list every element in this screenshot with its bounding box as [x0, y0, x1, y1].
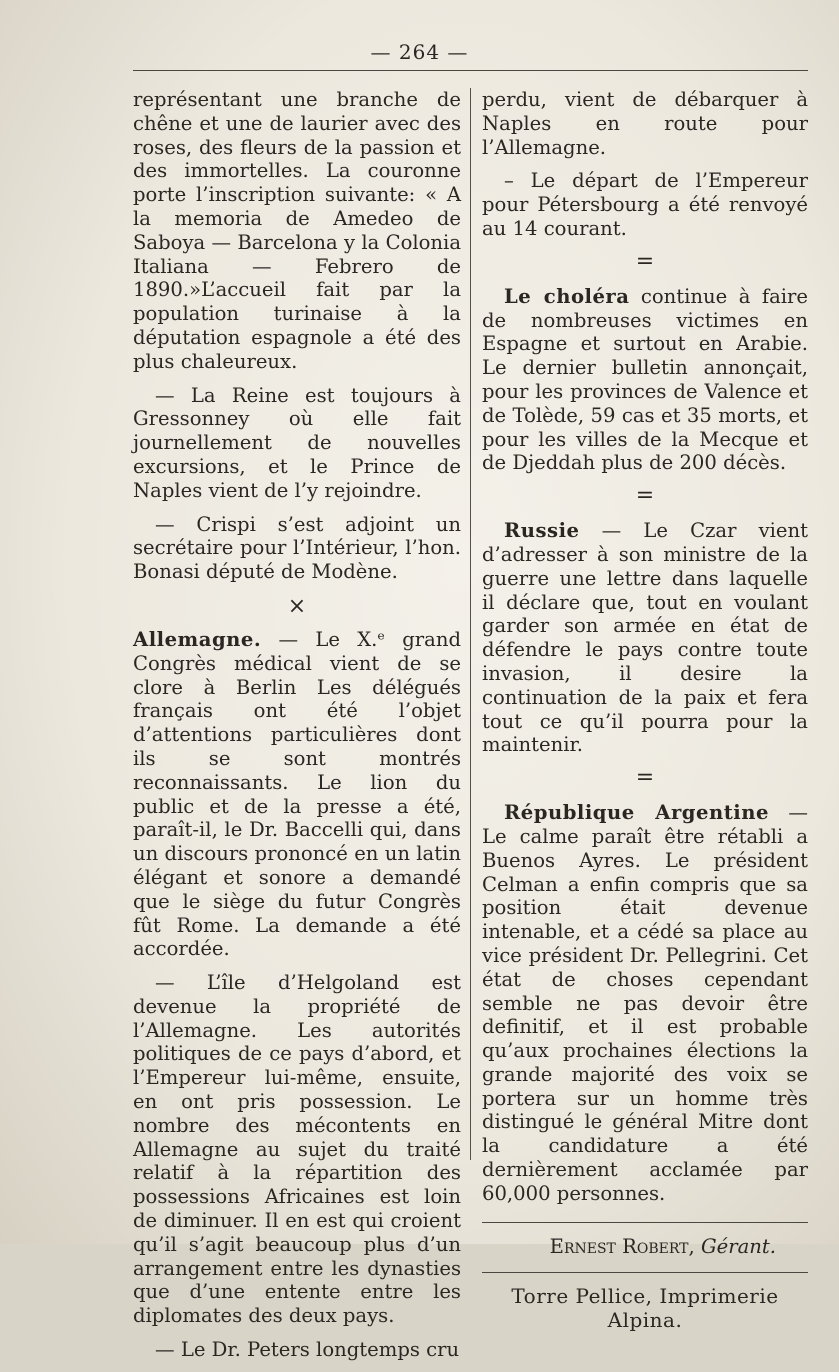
signature	[482, 1222, 808, 1259]
section-separator: ×	[287, 593, 307, 619]
argentine-article	[482, 801, 808, 1206]
imprint: Torre Pellice, Imprimerie Alpina.	[482, 1272, 808, 1333]
cholera-text: continue à faire de nombreuses victimes en Espagne et surtout en Arabie. Le dernier bulletin annonçait, pour les provinces de Valence et de Tolède, 59 cas et 35 morts, et pour les villes de la Mecque et de Djeddah plus de 200 décès.	[482, 284, 808, 475]
allemagne-heading: Allemagne.	[133, 627, 262, 651]
page-number: — 264 —	[370, 40, 469, 64]
allemagne-text: — Le X.ᵉ grand Congrès médical vient de se clore à Berlin Les délégués français ont été l’objet d’attentions particulières dont ils se sont montrés reconnaissants. Le lion du public et de la presse a été, paraît-il, le Dr. Baccelli qui, dans un discours prononcé en un latin élégant et sonore a demandé que le siège du futur Congrès fût Rome. La demande a été accordée.	[133, 627, 461, 961]
signature-role: Gérant.	[700, 1234, 776, 1258]
header-rule	[133, 70, 808, 71]
left-paragraph-1: représentant une branche de chêne et une de laurier avec des roses, des fleurs de la passion et des immortelles. La couronne porte l’inscription suivante: « A la memoria de Amedeo de Saboya — Barcelona y la Colonia Italiana — Febrero de 1890.»L’accueil fait par la population turinaise à la députation espagnole a été des plus chaleureux.	[133, 88, 461, 373]
russie-heading: Russie	[504, 519, 580, 543]
signature-name: Ernest Robert,	[549, 1234, 695, 1258]
left-paragraph-6: — Le Dr. Peters longtemps cru	[155, 1338, 460, 1362]
left-column	[133, 88, 461, 1372]
section-separator-1: =	[635, 248, 655, 274]
right-column	[482, 88, 808, 1333]
section-separator-3: =	[635, 765, 655, 791]
column-divider	[470, 88, 471, 1160]
cholera-heading: Le choléra	[504, 284, 630, 308]
russie-article	[482, 519, 808, 757]
left-paragraph-2: — La Reine est toujours à Gressonney où elle fait journellement de nouvelles excursions, et le Prince de Naples vient de l’y rejoindre.	[133, 383, 461, 502]
left-paragraph-3: — Crispi s’est adjoint un secrétaire pour l’Intérieur, l’hon. Bonasi député de Modène.	[133, 512, 461, 584]
section-separator-2: =	[635, 483, 655, 509]
argentine-heading: République Argentine	[504, 801, 769, 825]
allemagne-article	[133, 628, 461, 961]
argentine-text: — Le calme paraît être rétabli a Buenos Ayres. Le président Celman a enfin compris que sa position était devenue intenable, et a cédé sa place au vice président Dr. Pellegrini. Cet état de choses cependant semble ne pas devoir être definitif, et il est probable qu’aux prochaines élections la grande majorité des voix se portera sur un homme très distingué le général Mitre dont la candidature a été dernièrement acclamée par 60,000 personnes.	[482, 801, 808, 1205]
left-paragraph-5: — L’île d’Helgoland est devenue la propriété de l’Allemagne. Les autorités politiques de ce pays d’abord, et l’Empereur lui-même, ensuite, en ont pris possession. Le nombre des mécontents en Allemagne au sujet du traité relatif à la répartition des possessions Africaines est loin de diminuer. Il en est qui croient qu’il s’agit beaucoup plus d’un arrangement entre les dynasties que d’une entente entre les diplomates des deux pays.	[133, 971, 461, 1328]
right-paragraph-2: – Le départ de l’Empereur pour Pétersbourg a été renvoyé au 14 courant.	[482, 169, 808, 240]
right-paragraph-1: perdu, vient de débarquer à Naples en route pour l’Allemagne.	[482, 88, 808, 159]
cholera-article	[482, 285, 808, 475]
russie-text: — Le Czar vient d’adresser à son ministre de la guerre une lettre dans laquelle il déclare que, tout en voulant garder son armée en état de défendre le pays contre toute invasion, il desire la continuation de la paix et fera tout ce qu’il pourra pour la maintenir.	[482, 519, 808, 757]
